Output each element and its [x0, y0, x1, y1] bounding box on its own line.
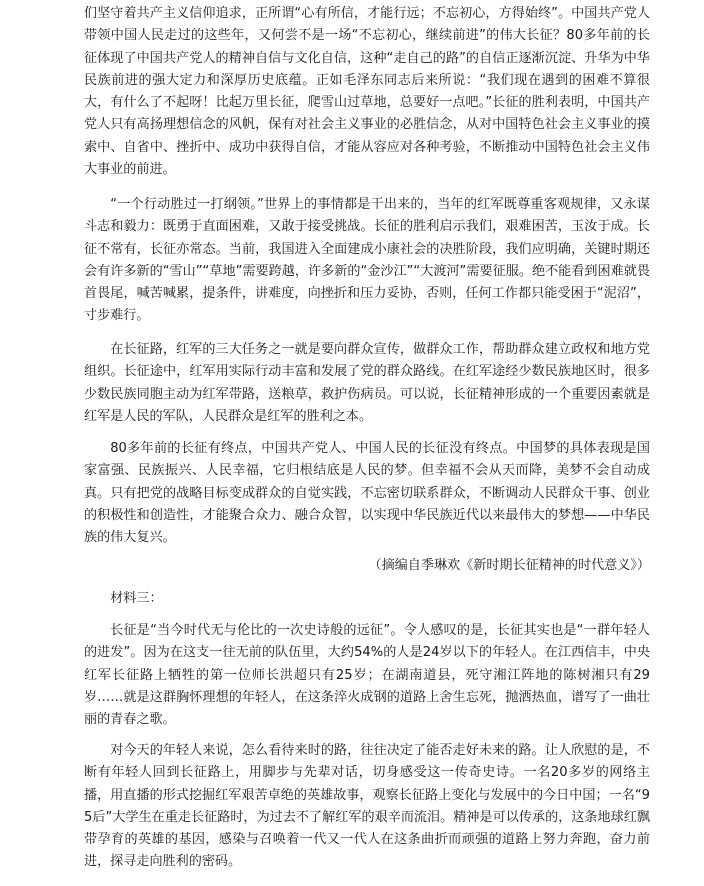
material-label: 材料三：: [110, 591, 163, 606]
paragraph: 80多年前的长征有终点，中国共产党人、中国人民的长征没有终点。中国梦的具体表现是国家富强、民族振兴、人民幸福，它归根结底是人民的梦。但幸福不会从天而降，美梦不会自动成真。只有把党的战略目标变成群众的自觉实践，不忘密切联系群众，不断调动人民群众干事、创业的积极性和创造性，才能聚合众力、融合众智，以实现中华民族近代以来最伟大的梦想——中华民族的伟大复兴。: [84, 441, 650, 546]
source-citation: （摘编自季琳欢《新时期长征精神的时代意义》）: [368, 558, 650, 573]
paragraph: 们坚守着共产主义信仰追求，正所谓“心有所信，才能行远；不忘初心，方得始终”。中国共产党人带领中国人民走过的这些年，又何尝不是一场“不忘初心，继续前进”的伟大长征？80多年前的长征体现了中国共产党人的精神自信与文化自信，这种“走自己的路”的自信正逐渐沉淀、升华为中华民族前进的强大定力和深厚历史底蕴。正如毛泽东同志后来所说：“我们现在遇到的困难不算很大，有什么了不起呀！比起万里长征，爬雪山过草地，总要好一点吧。”长征的胜利表明，中国共产党人只有高扬理想信念的风帆，保有对社会主义事业的必胜信念，从对中国特色社会主义事业的摸索中、自省中、挫折中、成功中获得自信，才能从容应对各种考验，不断推动中国特色社会主义伟大事业的前进。: [84, 6, 650, 178]
paragraph: 长征是“当今时代无与伦比的一次史诗般的远征”。令人感叹的是，长征其实也是“一群年轻人的进发”。因为在这支一往无前的队伍里，大约54%的人是24岁以下的年轻人。在江西信丰，中央红军长征路上牺牲的第一位师长洪超只有25岁；在湖南道县，死守湘江阵地的陈树湘只有29岁……就是这群胸怀理想的年轻人，在这条淬火成钢的道路上舍生忘死，抛洒热血，谱写了一曲壮丽的青春之歌。: [84, 623, 650, 728]
paragraph: 对今天的年轻人来说，怎么看待来时的路，往往决定了能否走好未来的路。让人欣慰的是，不断有年轻人回到长征路上，用脚步与先辈对话，切身感受这一传奇史诗。一名20多岁的网络主播，用直播的形式挖掘红军艰苦卓绝的英雄故事，观察长征路上变化与发展中的今日中国；一名“95后”大学生在重走长征路时，为过去不了解红军的艰辛而流泪。精神是可以传承的，这条地球红飘带孕育的英雄的基因，感染与召唤着一代又一代人在这条曲折而顽强的道路上努力奔跑，奋力前进，探寻走向胜利的密码。: [84, 743, 650, 870]
paragraph: “一个行动胜过一打纲领。”世界上的事情都是干出来的，当年的红军既尊重客观规律，又永谋斗志和毅力：既勇于直面困难，又敢于接受挑战。长征的胜利启示我们，艰难困苦，玉汝于成。长征不常有，长征亦常态。当前，我国进入全面建成小康社会的决胜阶段，我们应明确，关键时期还会有许多新的“雪山”“草地”需要跨越，许多新的“金沙江”“大渡河”需要征服。绝不能看到困难就畏首畏尾，喊苦喊累，提条件，讲难度，向挫折和压力妥协，否则，任何工作都只能受困于“泥沼”，寸步难行。: [84, 197, 650, 324]
paragraph: 在长征路，红军的三大任务之一就是要向群众宣传，做群众工作，帮助群众建立政权和地方党组织。长征途中，红军用实际行动丰富和发展了党的群众路线。在红军途经少数民族地区时，很多少数民族同胞主动为红军带路，送粮草，救护伤病员。可以说，长征精神形成的一个重要因素就是红军是人民的军队，人民群众是红军的胜利之本。: [84, 342, 650, 424]
